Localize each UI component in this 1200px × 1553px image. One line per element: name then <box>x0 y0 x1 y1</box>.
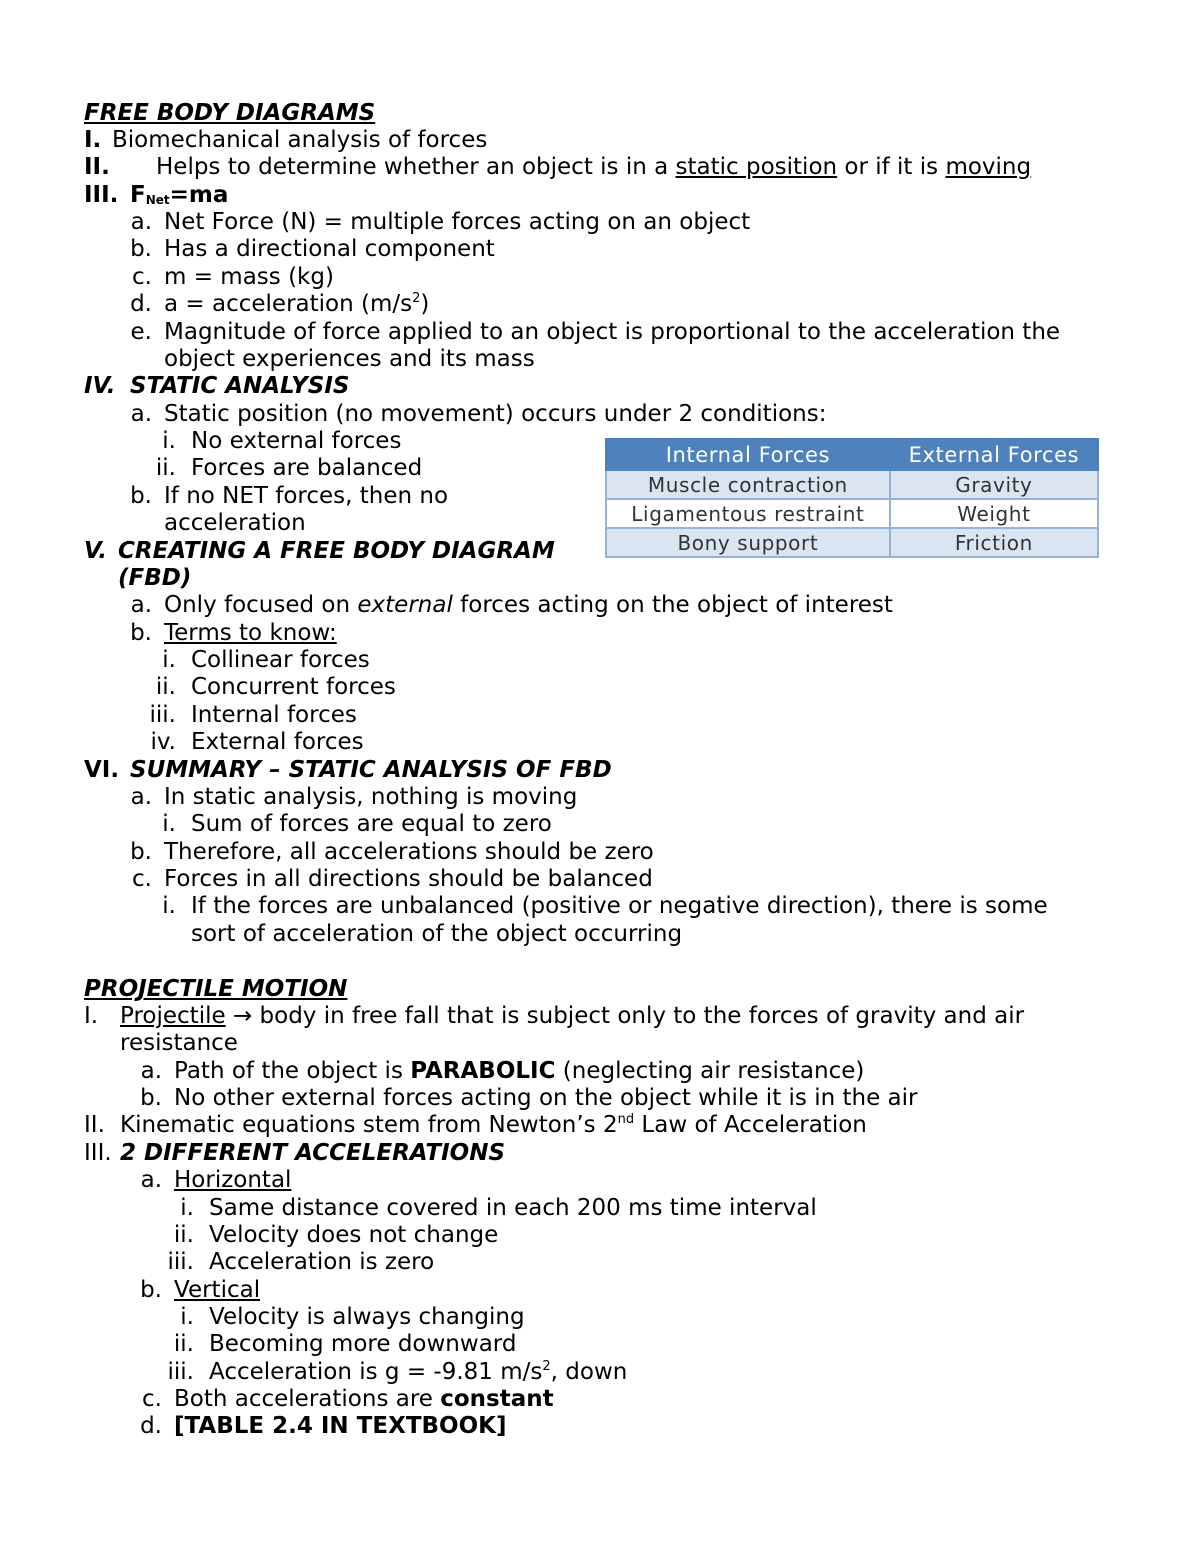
pm-iii-marker: III. <box>84 1140 112 1166</box>
pm-i-marker: I. <box>84 1003 99 1029</box>
summary-heading: SUMMARY – STATIC ANALYSIS OF FBD <box>130 757 612 783</box>
horizontal-heading: Horizontal <box>174 1167 292 1193</box>
list-marker: a. <box>130 592 152 618</box>
fbd-iv-a-i: No external forces <box>191 428 402 454</box>
table-cell: Muscle contraction <box>606 470 890 499</box>
list-marker: d. <box>140 1413 162 1439</box>
pm-i-text: Projectile → body in free fall that is subject only to the forces of gravity and air <box>120 1003 1025 1029</box>
arrow-right-icon: → <box>232 1003 253 1029</box>
vertical-ii: Becoming more downward <box>209 1331 517 1357</box>
list-marker: d. <box>130 291 152 317</box>
fbd-iv-marker: IV. <box>84 373 116 399</box>
table-row <box>606 499 1098 528</box>
list-marker: b. <box>130 620 152 646</box>
list-marker: a. <box>130 401 152 427</box>
fbd-vi-b: Therefore, all accelerations should be zero <box>164 839 654 865</box>
vertical-iii: Acceleration is g = -9.81 $m/s^2$, down <box>209 1359 628 1385</box>
list-marker: i. <box>162 811 176 837</box>
list-marker: ii. <box>155 674 176 700</box>
term-external: External forces <box>191 729 364 755</box>
table-cell: Weight <box>890 499 1098 528</box>
fbd-vi-a: In static analysis, nothing is moving <box>164 784 578 810</box>
vertical-i: Velocity is always changing <box>209 1304 525 1330</box>
fnet-equation: $F_{Net}=ma$ <box>130 182 229 208</box>
horizontal-ii: Velocity does not change <box>209 1222 499 1248</box>
creating-fbd-heading: CREATING A FREE BODY DIAGRAM <box>118 538 555 564</box>
list-marker: ii. <box>173 1222 194 1248</box>
section-title-fbd: FREE BODY DIAGRAMS <box>84 100 376 126</box>
fbd-i-marker: I. <box>84 127 102 153</box>
horizontal-iii: Acceleration is zero <box>209 1249 435 1275</box>
list-marker: a. <box>140 1058 162 1084</box>
list-marker: i. <box>162 428 176 454</box>
terms-to-know: Terms to know: <box>164 620 337 646</box>
fbd-iii-b: Has a directional component <box>164 236 495 262</box>
list-marker: iv. <box>150 729 176 755</box>
list-marker: b. <box>130 839 152 865</box>
fbd-iii-e-line2: object experiences and its mass <box>164 346 535 372</box>
fbd-ii-text: Helps to determine whether an object is in a static position or if it is moving <box>156 154 1032 180</box>
term-collinear: Collinear forces <box>191 647 370 673</box>
table-header-row <box>606 439 1098 470</box>
static-analysis-heading: STATIC ANALYSIS <box>130 373 350 399</box>
fbd-v-a: Only focused on external forces acting on the object of interest <box>164 592 893 618</box>
table-cell: Ligamentous restraint <box>606 499 890 528</box>
fbd-iii-marker: III. <box>84 182 119 208</box>
list-marker: b. <box>140 1085 162 1111</box>
pm-iii-c: Both accelerations are constant <box>174 1386 554 1412</box>
fbd-i-text: Biomechanical analysis of forces <box>112 127 488 153</box>
creating-fbd-heading-cont: (FBD) <box>118 565 192 591</box>
fbd-iv-a: Static position (no movement) occurs under 2 conditions: <box>164 401 827 427</box>
fbd-vi-marker: VI. <box>84 757 120 783</box>
section-title-projectile: PROJECTILE MOTION <box>84 976 348 1002</box>
pm-i-text-cont: resistance <box>120 1030 238 1056</box>
list-marker: iii. <box>167 1249 194 1275</box>
fbd-iv-a-ii: Forces are balanced <box>191 455 423 481</box>
list-marker: a. <box>130 784 152 810</box>
list-marker: b. <box>130 236 152 262</box>
list-marker: c. <box>132 866 152 892</box>
term-concurrent: Concurrent forces <box>191 674 396 700</box>
fbd-v-marker: V. <box>84 538 107 564</box>
list-marker: c. <box>132 264 152 290</box>
fbd-iii-a: Net Force (N) = multiple forces acting on an object <box>164 209 751 235</box>
list-marker: ii. <box>155 455 176 481</box>
textbook-table-reference: [TABLE 2.4 IN TEXTBOOK] <box>174 1413 507 1439</box>
table-cell: Gravity <box>890 470 1098 499</box>
fbd-iv-b-line1: If no NET forces, then no <box>164 483 449 509</box>
pm-i-b: No other external forces acting on the object while it is in the air <box>174 1085 918 1111</box>
forces-table <box>605 438 1099 558</box>
list-marker: i. <box>162 647 176 673</box>
horizontal-i: Same distance covered in each 200 ms time interval <box>209 1195 817 1221</box>
list-marker: b. <box>140 1277 162 1303</box>
pm-ii-marker: II. <box>84 1112 105 1138</box>
pm-i-a: Path of the object is PARABOLIC (neglecting air resistance) <box>174 1058 865 1084</box>
list-marker: b. <box>130 483 152 509</box>
fbd-iii-d: a = acceleration $(m/s^2)$ <box>164 291 430 317</box>
moving-term: moving <box>945 154 1032 180</box>
table-cell: Bony support <box>606 528 890 557</box>
fbd-ii-marker: II. <box>84 154 110 180</box>
vertical-heading: Vertical <box>174 1277 261 1303</box>
fbd-vi-c-i-line2: sort of acceleration of the object occurring <box>191 921 683 947</box>
table-row <box>606 528 1098 557</box>
list-marker: c. <box>142 1386 162 1412</box>
fbd-vi-a-i: Sum of forces are equal to zero <box>191 811 552 837</box>
list-marker: e. <box>130 319 152 345</box>
table-header-cell: Internal Forces <box>606 439 890 470</box>
pm-ii-text: Kinematic equations stem from Newton’s 2nd Law of Acceleration <box>120 1112 867 1138</box>
list-marker: iii. <box>167 1359 194 1385</box>
fbd-iii-c: m = mass (kg) <box>164 264 334 290</box>
list-marker: i. <box>180 1304 194 1330</box>
term-internal: Internal forces <box>191 702 357 728</box>
list-marker: a. <box>130 209 152 235</box>
fbd-iv-b-line2: acceleration <box>164 510 306 536</box>
fbd-iii-e-line1: Magnitude of force applied to an object is proportional to the acceleration the <box>164 319 1061 345</box>
table-header-cell: External Forces <box>890 439 1098 470</box>
list-marker: i. <box>162 893 176 919</box>
fbd-vi-c: Forces in all directions should be balanced <box>164 866 653 892</box>
two-accelerations-heading: 2 DIFFERENT ACCELERATIONS <box>120 1140 506 1166</box>
list-marker: ii. <box>173 1331 194 1357</box>
list-marker: i. <box>180 1195 194 1221</box>
fbd-vi-c-i-line1: If the forces are unbalanced (positive or negative direction), there is some <box>191 893 1048 919</box>
projectile-term: Projectile <box>120 1003 226 1029</box>
table-cell: Friction <box>890 528 1098 557</box>
list-marker: iii. <box>149 702 176 728</box>
table-row <box>606 470 1098 499</box>
static-position-term: static position <box>675 154 838 180</box>
list-marker: a. <box>140 1167 162 1193</box>
